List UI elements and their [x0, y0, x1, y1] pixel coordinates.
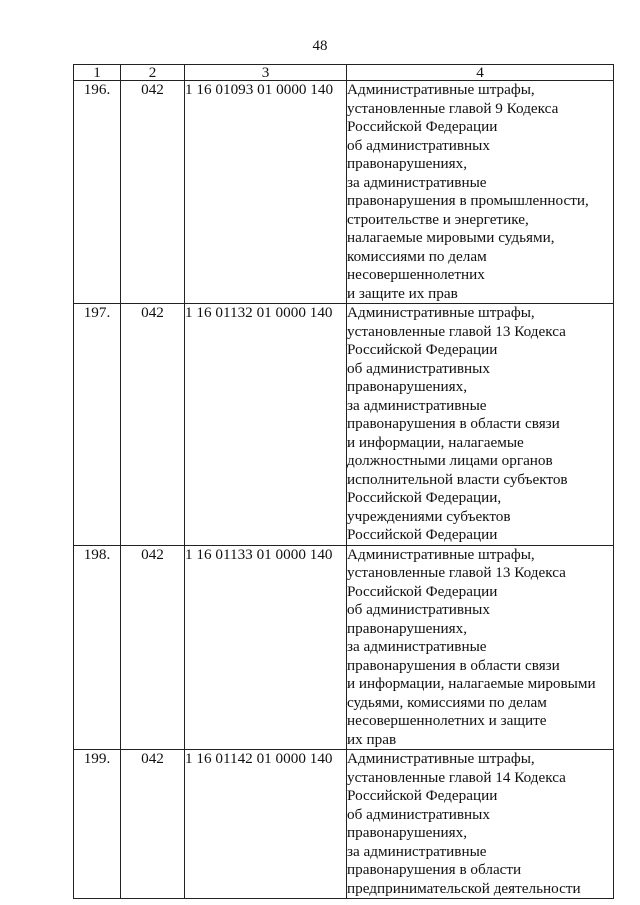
column-header-2: 2	[121, 65, 185, 81]
description-line: правонарушения в области связи	[347, 415, 560, 432]
description-line: предпринимательской деятельности	[347, 879, 581, 897]
description-line: правонарушения в области	[347, 861, 522, 878]
description-line: исполнительной власти субъектов	[347, 470, 568, 488]
column-header-4: 4	[347, 65, 614, 81]
table-row	[74, 545, 614, 750]
description-line: Российской Федерации	[347, 118, 498, 135]
row-number: 196.	[74, 81, 121, 304]
revenue-description	[347, 545, 614, 750]
admin-code: 042	[121, 750, 185, 899]
description-line: за административные	[347, 638, 487, 655]
description-line: Российской Федерации	[347, 341, 498, 358]
description-line: Российской Федерации	[347, 787, 498, 804]
description-line: об административных	[347, 805, 490, 823]
description-line: установленные главой 9 Кодекса	[347, 99, 559, 117]
description-line: правонарушения в области связи	[347, 656, 560, 674]
description-line: должностными лицами органов	[347, 452, 553, 469]
description-line: правонарушениях,	[347, 155, 468, 172]
description-line: правонарушениях,	[347, 378, 468, 395]
description-line: об административных	[347, 359, 490, 377]
table-row	[74, 81, 614, 304]
description-line: Российской Федерации	[347, 526, 498, 543]
description-line: и информации, налагаемые	[347, 433, 524, 451]
page-number: 48	[312, 38, 328, 54]
row-number: 197.	[74, 304, 121, 546]
description-line: и информации, налагаемые мировыми	[347, 675, 596, 692]
description-line: несовершеннолетних и защите	[347, 712, 547, 729]
description-line: об административных	[347, 601, 490, 618]
budget-classification-code: 1 16 01093 01 0000 140	[185, 81, 347, 304]
description-line: за административные	[347, 396, 487, 414]
description-line: Российской Федерации,	[347, 489, 502, 506]
description-line: налагаемые мировыми судьями,	[347, 229, 555, 246]
column-number-row	[74, 65, 614, 81]
description-line: несовершеннолетних	[347, 266, 485, 283]
revenue-description	[347, 304, 614, 546]
description-line: Административные штрафы,	[347, 81, 535, 98]
budget-classification-code: 1 16 01142 01 0000 140	[185, 750, 347, 899]
column-header-1: 1	[74, 65, 121, 81]
description-line: установленные главой 13 Кодекса	[347, 322, 566, 340]
description-line: учреждениями субъектов	[347, 507, 511, 525]
description-line: их прав	[347, 730, 397, 748]
description-line: правонарушения в промышленности,	[347, 192, 589, 209]
row-number: 198.	[74, 545, 121, 750]
revenue-description	[347, 81, 614, 304]
description-line: Административные штрафы,	[347, 304, 535, 321]
table-row	[74, 750, 614, 899]
budget-codes-table	[73, 64, 614, 899]
admin-code: 042	[121, 81, 185, 304]
description-line: строительстве и энергетике,	[347, 210, 529, 228]
description-line: установленные главой 14 Кодекса	[347, 768, 566, 786]
budget-classification-code: 1 16 01132 01 0000 140	[185, 304, 347, 546]
description-line: Административные штрафы,	[347, 750, 535, 767]
column-header-3: 3	[185, 65, 347, 81]
revenue-description	[347, 750, 614, 899]
description-line: за административные	[347, 173, 487, 191]
admin-code: 042	[121, 304, 185, 546]
description-line: комиссиями по делам	[347, 247, 487, 265]
admin-code: 042	[121, 545, 185, 750]
description-line: правонарушениях,	[347, 619, 468, 637]
description-line: Административные штрафы,	[347, 545, 535, 563]
table-row	[74, 304, 614, 546]
description-line: установленные главой 13 Кодекса	[347, 564, 566, 581]
description-line: судьями, комиссиями по делам	[347, 693, 547, 711]
description-line: и защите их прав	[347, 284, 458, 302]
budget-classification-code: 1 16 01133 01 0000 140	[185, 545, 347, 750]
description-line: об административных	[347, 136, 490, 154]
description-line: за административные	[347, 842, 487, 860]
description-line: правонарушениях,	[347, 824, 468, 841]
row-number: 199.	[74, 750, 121, 899]
description-line: Российской Федерации	[347, 582, 498, 600]
